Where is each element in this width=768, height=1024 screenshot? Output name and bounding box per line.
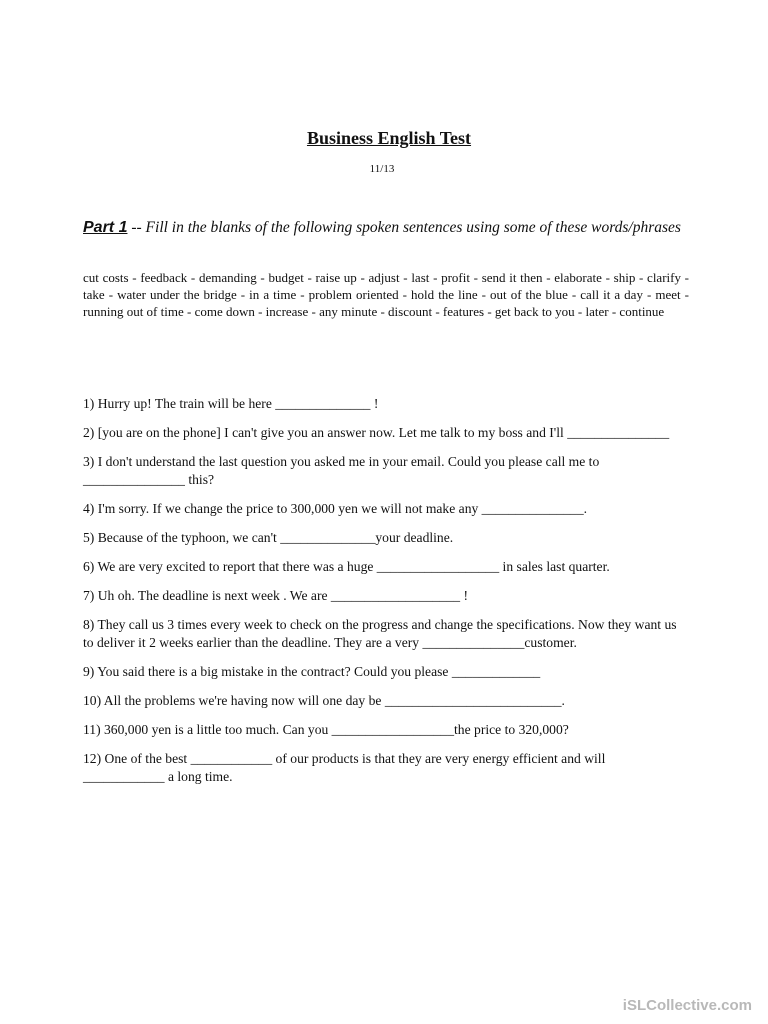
question-item: 3) I don't understand the last question you asked me in your email. Could you please call me to _______________ this?	[83, 454, 600, 487]
part-label: Part 1	[83, 219, 128, 236]
worksheet-title: Business English Test	[306, 128, 472, 148]
worksheet-date	[0, 163, 768, 175]
question-item: 1) Hurry up! The train will be here ______________ !	[83, 396, 379, 411]
question-list	[83, 395, 687, 797]
question-item: 7) Uh oh. The deadline is next week . We are ___________________ !	[83, 588, 468, 603]
question-item: 11) 360,000 yen is a little too much. Can you __________________the price to 320,000?	[83, 722, 569, 737]
word-bank: cut costs - feedback - demanding - budget - raise up - adjust - last - profit - send it then - elaborate - ship - clarify - take - water under the bridge - in a time - problem oriented - hold the line - out of the blue - call it a day - meet - running out of time - come down - increase - any minute - discount - features - get back to you - later - continue	[83, 270, 689, 319]
question-item: 8) They call us 3 times every week to check on the progress and change the specifications. Now they want us to deliver it 2 weeks earlier than the deadline. They are a very _______________customer.	[83, 617, 677, 650]
part-instruction: Fill in the blanks of the following spoken sentences using some of these words/phrases	[145, 219, 681, 236]
question-item: 2) [you are on the phone] I can't give you an answer now. Let me talk to my boss and I'll _______________	[83, 425, 670, 440]
question-item: 12) One of the best ____________ of our products is that they are very energy efficient and will ____________ a long time.	[83, 751, 606, 784]
question-item: 9) You said there is a big mistake in the contract? Could you please _____________	[83, 664, 541, 679]
question-item: 10) All the problems we're having now will one day be __________________________.	[83, 693, 565, 708]
question-item: 5) Because of the typhoon, we can't ______________your deadline.	[83, 530, 454, 545]
part-dashes: --	[131, 219, 142, 236]
question-item: 6) We are very excited to report that there was a huge __________________ in sales last quarter.	[83, 559, 610, 574]
part-heading	[83, 218, 693, 237]
date-text: 11/13	[369, 163, 395, 175]
question-item: 4) I'm sorry. If we change the price to 300,000 yen we will not make any _______________.	[83, 501, 588, 516]
watermark-footer: iSLCollective.com	[622, 997, 752, 1014]
